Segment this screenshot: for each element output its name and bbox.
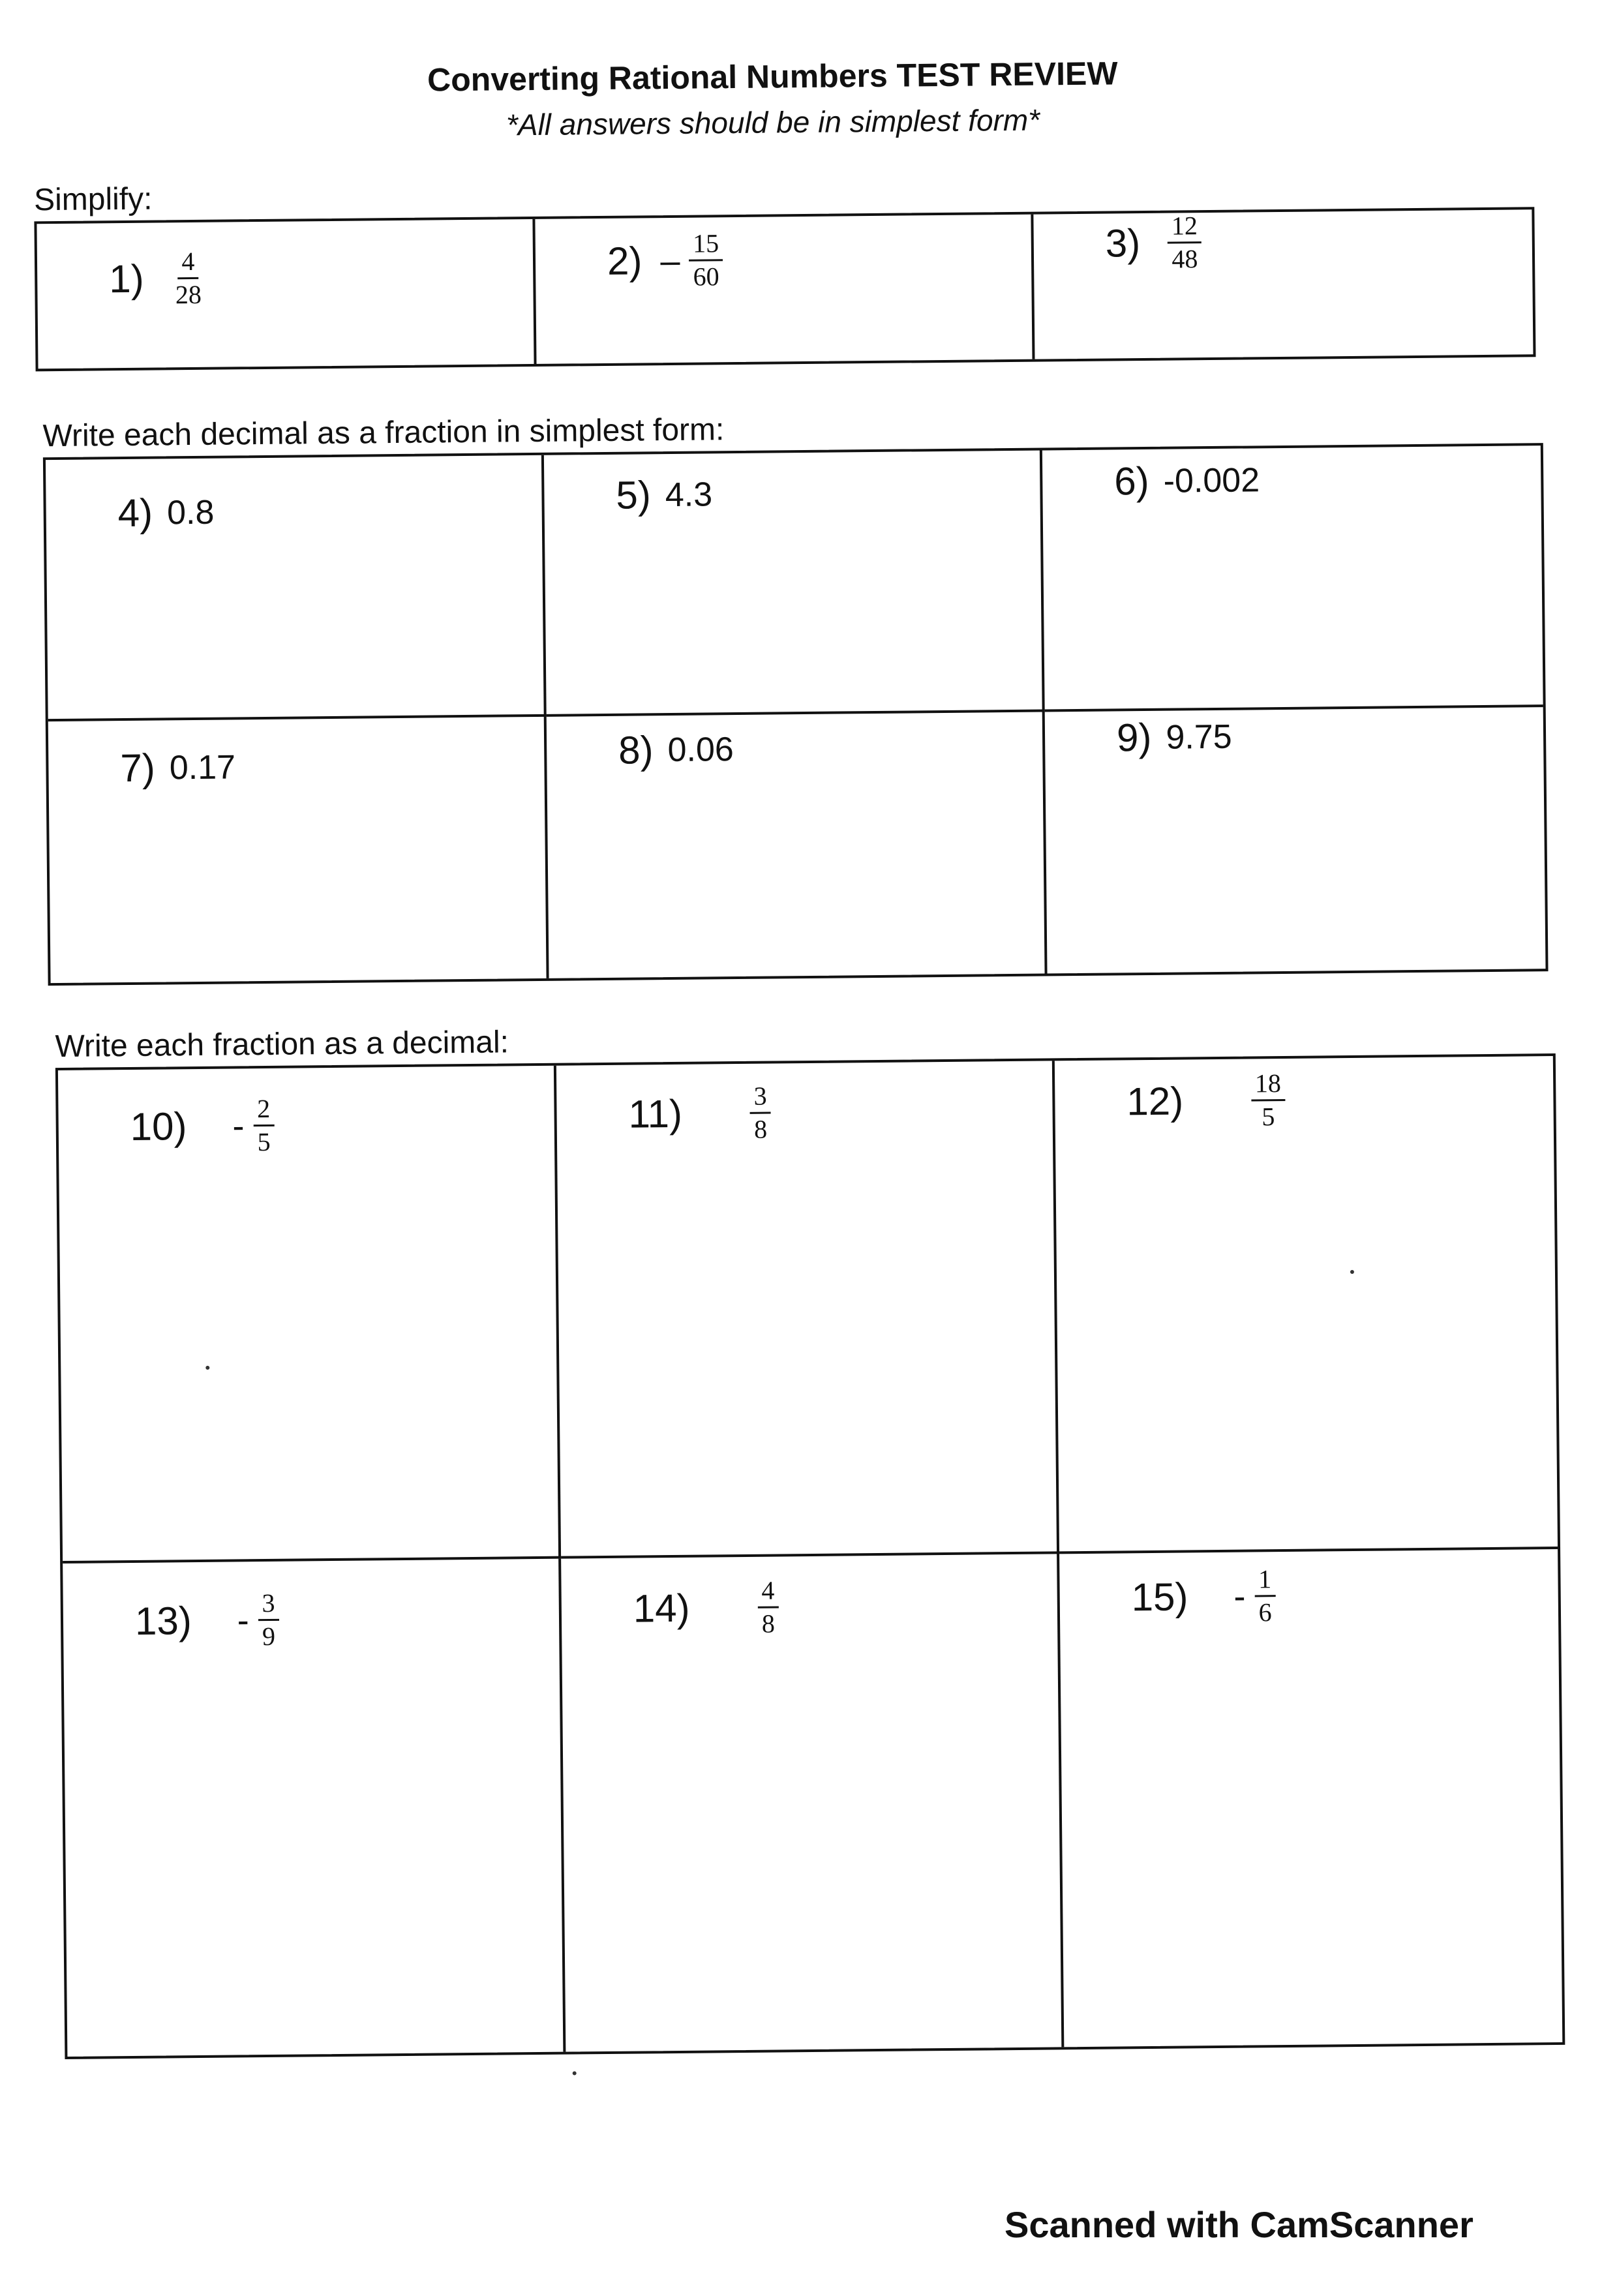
- problem: [628, 1083, 771, 1144]
- fraction-sign: -: [232, 1106, 245, 1145]
- denominator: 48: [1171, 244, 1198, 274]
- numerator: 4: [177, 249, 198, 279]
- decimal-grid: [43, 443, 1549, 986]
- problem: [618, 727, 734, 773]
- problem: [1105, 213, 1201, 273]
- problem-cell: [556, 1061, 1059, 1558]
- page-subtitle: *All answers should be in simplest form*: [506, 102, 1040, 142]
- problem-number: 13): [134, 1599, 192, 1643]
- scan-speck: [205, 1366, 209, 1370]
- problem-cell: [1033, 209, 1533, 359]
- numerator: 3: [749, 1083, 770, 1114]
- problem-number: 2): [607, 239, 642, 283]
- problem: [135, 1590, 280, 1651]
- denominator: 5: [257, 1126, 271, 1157]
- section-label-simplify: Simplify:: [33, 181, 153, 218]
- problem-cell: [46, 455, 547, 721]
- problem-number: 5): [616, 473, 652, 517]
- simplify-grid: [34, 207, 1535, 371]
- numerator: 2: [253, 1096, 274, 1126]
- problem-cell: [1059, 1549, 1562, 2047]
- section-label-fraction-to-decimal: Write each fraction as a decimal:: [55, 1025, 509, 1065]
- problem-number: 1): [108, 256, 144, 301]
- problem-number: 9): [1116, 715, 1152, 760]
- fraction: [740, 1083, 771, 1143]
- problem-number: 7): [120, 746, 156, 791]
- problem: [607, 230, 723, 291]
- denominator: 8: [761, 1609, 776, 1639]
- page-title: Converting Rational Numbers TEST REVIEW: [427, 55, 1118, 98]
- denominator: 9: [262, 1621, 276, 1652]
- problem-cell: [547, 712, 1048, 978]
- camscanner-watermark: Scanned with CamScanner: [1005, 2204, 1473, 2245]
- fraction: [748, 1577, 779, 1637]
- problem-cell: [63, 1559, 566, 2057]
- problem-number: 12): [1126, 1079, 1184, 1124]
- fraction: [660, 230, 723, 290]
- problem-cell: [58, 1066, 561, 1563]
- fraction: [1242, 1070, 1286, 1130]
- fraction: [162, 246, 205, 310]
- problem-cell: [1045, 707, 1546, 973]
- problem: [633, 1577, 779, 1638]
- fraction: [232, 1093, 275, 1157]
- problem-cell: [48, 717, 549, 983]
- problem: [117, 490, 214, 536]
- numerator: 18: [1251, 1070, 1285, 1101]
- fraction-grid: [55, 1053, 1565, 2059]
- decimal-value: 0.8: [166, 493, 215, 532]
- scan-speck: [573, 2071, 577, 2075]
- problem-number: 14): [633, 1586, 690, 1631]
- fraction-sign: -: [1233, 1577, 1246, 1616]
- section-label-decimal-to-fraction: Write each decimal as a fraction in simplest form:: [42, 412, 725, 454]
- decimal-value: 0.17: [169, 748, 236, 787]
- numerator: 15: [689, 230, 723, 261]
- problem: [1126, 1070, 1286, 1131]
- numerator: 12: [1168, 213, 1201, 243]
- problem-cell: [1042, 446, 1543, 712]
- problem: [1117, 714, 1232, 761]
- problem-cell: [535, 215, 1035, 364]
- fraction-sign: -: [237, 1600, 249, 1640]
- numerator: 3: [258, 1590, 279, 1621]
- problem: [120, 744, 235, 791]
- decimal-value: 9.75: [1166, 718, 1232, 757]
- denominator: 8: [753, 1114, 768, 1144]
- denominator: 6: [1258, 1597, 1272, 1627]
- problem: [1114, 457, 1260, 504]
- problem-cell: [544, 451, 1045, 717]
- problem-number: 11): [628, 1091, 683, 1136]
- denominator: 60: [693, 262, 719, 292]
- problem: [616, 472, 712, 517]
- problem-cell: [561, 1554, 1064, 2051]
- denominator: 5: [1262, 1102, 1275, 1132]
- problem-number: 6): [1113, 459, 1149, 504]
- problem-cell: [37, 219, 536, 369]
- numerator: 1: [1254, 1566, 1275, 1597]
- fraction: [1233, 1566, 1276, 1626]
- fraction-sign: –: [660, 241, 680, 280]
- problem-number: 10): [130, 1104, 187, 1149]
- decimal-value: -0.002: [1163, 461, 1260, 500]
- fraction: [1158, 213, 1202, 273]
- decimal-value: 4.3: [665, 475, 713, 514]
- problem: [130, 1093, 275, 1157]
- problem-number: 4): [117, 491, 153, 536]
- problem-number: 15): [1131, 1575, 1188, 1620]
- problem: [108, 246, 205, 310]
- problem-number: 3): [1105, 221, 1141, 265]
- problem-number: 8): [618, 728, 654, 772]
- scan-speck: [1350, 1270, 1354, 1274]
- problem-cell: [1055, 1056, 1558, 1554]
- denominator: 28: [175, 279, 202, 310]
- decimal-value: 0.06: [667, 730, 734, 769]
- fraction: [237, 1590, 279, 1650]
- numerator: 4: [757, 1577, 778, 1608]
- problem: [1131, 1566, 1276, 1627]
